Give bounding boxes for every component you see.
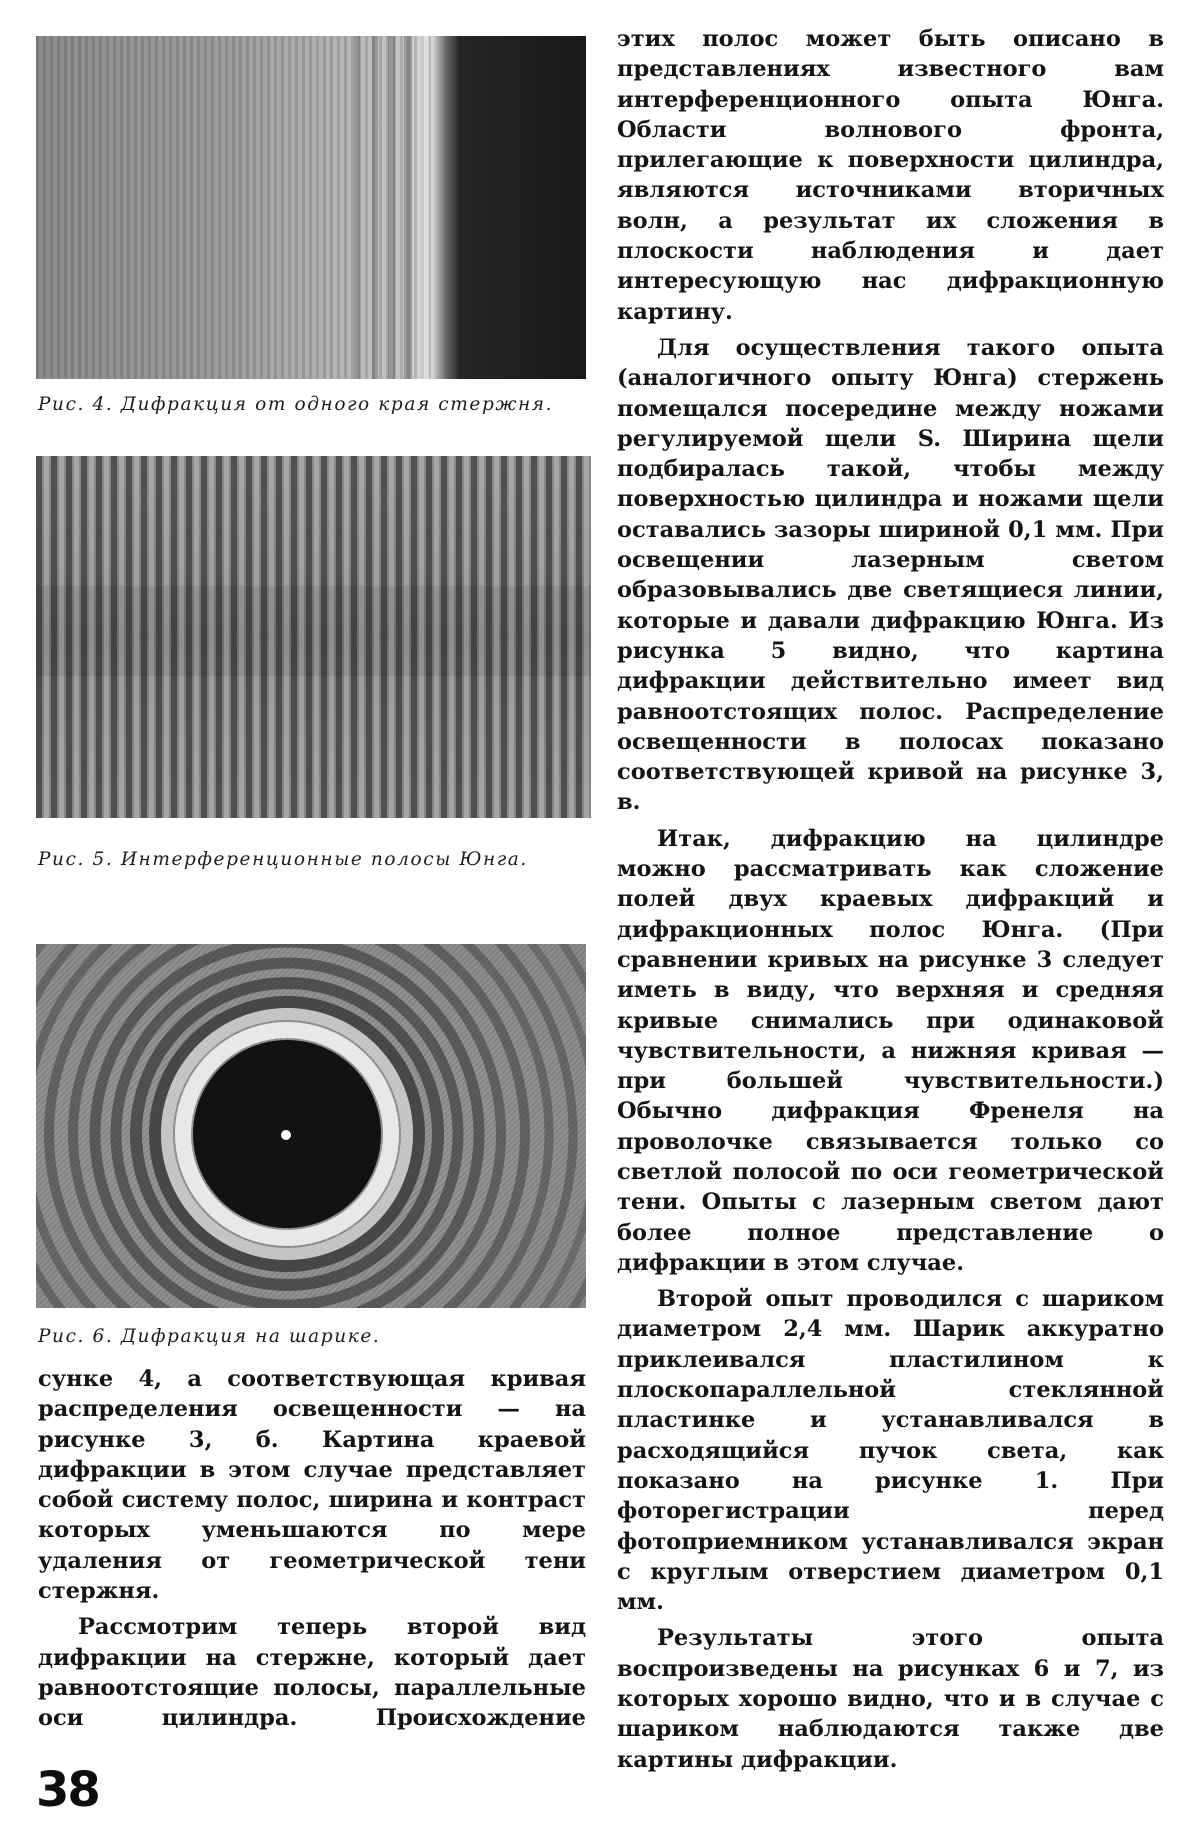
right-paragraph: Итак, дифракцию на цилиндре можно рассматривать как сложение полей двух краевых дифракций и дифракционных полос Юнга. (При сравнении кривых на рисунке 3 следует иметь в виду, что верхняя и средняя кривые снимались при одинаковой чувствительности, а нижняя кривая — при большей чувствительности.) Обычно дифракция Френеля на проволочке связывается только со светлой полосой по оси геометрической тени. Опыты с лазерным светом дают более полное представление о дифракции в этом случае.	[617, 825, 1164, 1276]
figure-6-photo	[36, 944, 586, 1308]
right-paragraph: Результаты этого опыта воспроизведены на рисунках 6 и 7, из которых хорошо видно, что и в случае с шариком наблюдаются также две картины дифракции.	[617, 1625, 1164, 1773]
figure-5-caption: Рис. 5. Интерференционные полосы Юнга.	[38, 849, 528, 870]
figure-4-caption: Рис. 4. Дифракция от одного края стержня.	[38, 394, 554, 415]
right-paragraph: Второй опыт проводился с шариком диаметром 2,4 мм. Шарик аккуратно приклеивался пластилином к плоскопараллельной стеклянной пластинке и устанавливался в расходящийся пучок света, как показано на рисунке 1. При фоторегистрации перед фотоприемником устанавливался экран с круглым отверстием диаметром 0,1 мм.	[617, 1286, 1164, 1616]
figure-4-photo	[36, 36, 586, 379]
right-column-text	[617, 24, 1164, 1781]
figure-5-photo	[36, 456, 591, 818]
left-paragraph: сунке 4, а соответствующая кривая распределения освещенности — на рисунке 3, б. Картина краевой дифракции в этом случае представляет собой систему полос, ширина и контраст которых уменьшаются по мере удаления от геометрической тени стержня.	[38, 1366, 586, 1605]
left-paragraph: Рассмотрим теперь второй вид дифракции на стержне, который дает равноотстоящие полосы, параллельные оси цилиндра. Происхождение	[38, 1614, 586, 1732]
figure-6-caption: Рис. 6. Дифракция на шарике.	[38, 1326, 381, 1347]
right-paragraph: этих полос может быть описано в представлениях известного вам интерференционного опыта Юнга. Области волнового фронта, прилегающие к поверхности цилиндра, являются источниками вторичных волн, а результат их сложения в плоскости наблюдения и дает интересующую нас дифракционную картину.	[617, 26, 1164, 325]
page-number: 38	[36, 1762, 99, 1818]
left-column-text	[38, 1364, 586, 1740]
right-paragraph: Для осуществления такого опыта (аналогичного опыту Юнга) стержень помещался посередине между ножами регулируемой щели S. Ширина щели подбиралась такой, чтобы между поверхностью цилиндра и ножами щели оставались зазоры шириной 0,1 мм. При освещении лазерным светом образовывались две светящиеся линии, которые и давали дифракцию Юнга. Из рисунка 5 видно, что картина дифракции действительно имеет вид равноотстоящих полос. Распределение освещенности в полосах показано соответствующей кривой на рисунке 3, в.	[617, 334, 1164, 816]
